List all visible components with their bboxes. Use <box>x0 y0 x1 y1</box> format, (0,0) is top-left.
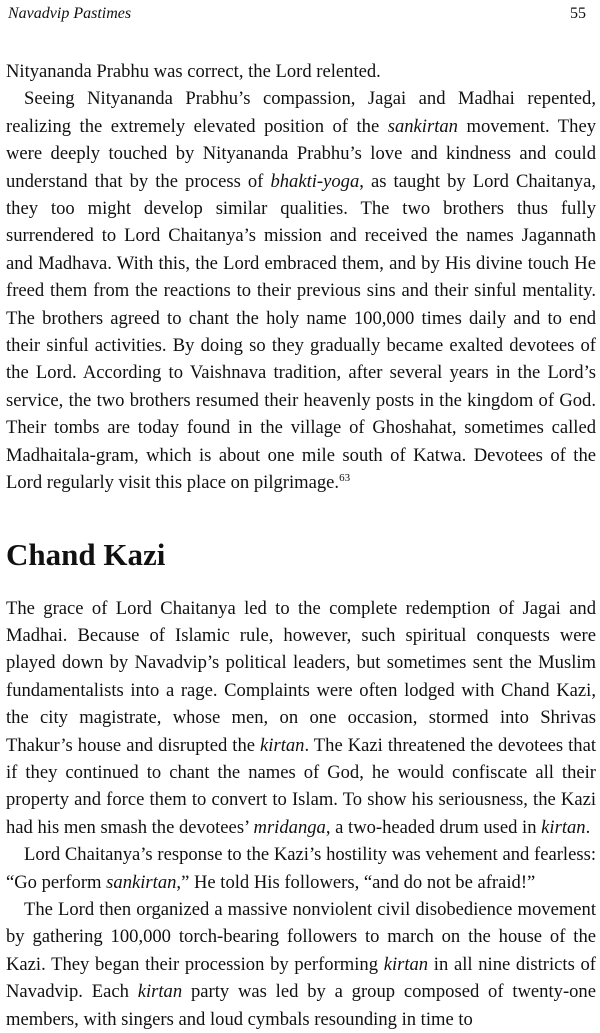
paragraph-nityananda-relented <box>6 58 596 85</box>
italic-term-kirtan: kirtan <box>137 981 183 1003</box>
paragraph-text-segment: Seeing Nityananda Prabhu’s compassion, Jagai and Madhai repented, realizing the extremely elevated position of the <box>6 88 596 137</box>
italic-term-kirtan: kirtan <box>541 816 586 838</box>
page-body <box>6 58 596 1033</box>
paragraph-text-segment: ,” He told His followers, “and do not be afraid!” <box>176 871 536 893</box>
paragraph-text-segment: party was led by a group composed of twenty-one members, with singers and loud cymbals resounding in time to <box>6 981 596 1030</box>
paragraph-text-segment: The grace of Lord Chaitanya led to the complete redemption of Jagai and Madhai. Because of Islamic rule, however, such spiritual conquests were played down by Navadvip’s political leaders, but sometimes sent the Muslim fundamentalists into a rage. Complaints were often lodged with Chand Kazi, the city magistrate, whose men, on one occasion, stormed into Shrivas Thakur’s house and disrupted the <box>6 597 596 756</box>
running-head <box>6 0 596 28</box>
footnote-reference-63[interactable]: 63 <box>339 471 351 484</box>
italic-term-sankirtan: sankirtan <box>106 871 177 893</box>
paragraph-jagai-madhai-repented <box>6 85 596 496</box>
paragraph-text-segment: . The Kazi threatened the devotees that if they continued to chant the names of God, he would confiscate all their property and force them to convert to Islam. To show his seriousness, the Kazi had his men smash the devotees’ <box>6 734 596 838</box>
paragraph-lord-response <box>6 841 596 896</box>
italic-term-kirtan: kirtan <box>383 953 429 975</box>
running-head-title: Navadvip Pastimes <box>8 5 132 22</box>
paragraph-text-segment: Lord Chaitanya’s response to the Kazi’s hostility was vehement and fearless: “Go perform <box>6 844 596 893</box>
paragraph-text-segment: , a two-headed drum used in <box>325 816 542 838</box>
section-heading-chand-kazi: Chand Kazi <box>6 536 166 572</box>
paragraph-civil-disobedience <box>6 896 596 1033</box>
italic-term-sankirtan: sankirtan <box>387 115 458 137</box>
italic-term-mridanga: mridanga <box>253 816 326 838</box>
paragraph-text-segment: The Lord then organized a massive nonviolent civil disobedience movement by gathering 100,000 torch-bearing followers to march on the house of the Kazi. They began their procession by performing <box>6 898 596 975</box>
page-number: 55 <box>570 5 586 22</box>
paragraph-text-segment: . <box>585 816 591 838</box>
paragraph-text: Nityananda Prabhu was correct, the Lord relented. <box>6 61 381 82</box>
paragraph-grace-of-lord-chaitanya <box>6 595 596 842</box>
paragraph-text-segment: , as taught by Lord Chaitanya, they too might develop similar qualities. The two brothers thus fully surrendered to Lord Chaitanya’s mission and received the names Jagannath and Madhava. With this, the Lord embraced them, and by His divine touch He freed them from the reactions to their previous sins and their sinful mentality. The brothers agreed to chant the holy name 100,000 times daily and to end their sinful activities. By doing so they gradually became exalted devotees of the Lord. According to Vaishnava tradition, after several years in the Lord’s service, the two brothers resumed their heavenly posts in the kingdom of God. Their tombs are today found in the village of Ghoshahat, sometimes called Madhaitala-gram, which is about one mile south of Katwa. Devotees of the Lord regularly visit this place on pilgrimage. <box>6 170 596 494</box>
paragraph-text-segment: in all nine districts of Navadvip. Each <box>6 953 596 1003</box>
italic-term-kirtan: kirtan <box>260 734 305 756</box>
italic-term-bhakti-yoga: bhakti-yoga <box>270 170 360 192</box>
paragraph-text-segment: movement. They were deeply touched by Nityananda Prabhu’s love and kindness and could understand that by the process of <box>6 115 596 192</box>
